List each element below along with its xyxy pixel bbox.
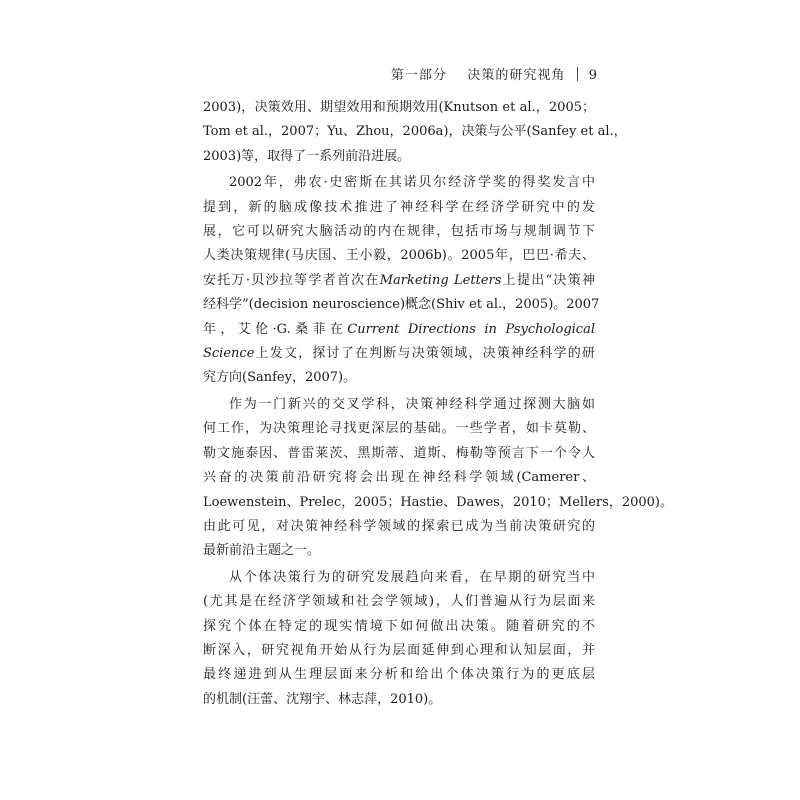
text-line: 2002年，弗农·史密斯在其诺贝尔经济学奖的得奖发言中	[229, 175, 595, 191]
text-line: Tom et al.，2007；Yu、Zhou，2006a)，决策与公平(Sanfey et al.，	[203, 124, 627, 140]
text-line: 从个体决策行为的研究发展趋向来看，在早期的研究当中	[229, 569, 595, 585]
text-line: 展，它可以研究大脑活动的内在规律，包括市场与规制调节下	[203, 224, 595, 240]
text-line: 究方向(Sanfey，2007)。	[203, 370, 357, 386]
text-segment: 上提出“决策神	[501, 272, 595, 288]
text-line: 的机制(汪蕾、沈翔宇、林志萍，2010)。	[203, 691, 442, 707]
text-line: 提到，新的脑成像技术推进了神经科学在经济学研究中的发	[203, 199, 595, 215]
text-line	[203, 318, 595, 342]
text-segment: 年，艾伦·G.桑菲在	[203, 321, 348, 337]
text-line: 最终递进到从生理层面来分析和给出个体决策行为的更底层	[203, 667, 595, 683]
paragraph-1	[203, 96, 627, 169]
text-line: 由此可见，对决策神经科学领域的探索已成为当前决策研究的	[203, 518, 595, 534]
paragraph-2	[203, 171, 600, 391]
page-number: 9	[588, 68, 598, 83]
text-line: 人类决策规律(马庆国、王小毅，2006b)。2005年，巴巴·希夫、	[203, 248, 595, 264]
paragraph-4	[203, 566, 595, 712]
text-line: 勒文施泰因、普雷莱茨、黑斯蒂、道斯、梅勒等预言下一个令人	[203, 445, 595, 461]
text-line: 经科学”(decision neuroscience)概念(Shiv et al.，2005)。2007	[203, 297, 600, 313]
text-line: 作为一门新兴的交叉学科，决策神经科学通过探测大脑如	[229, 396, 595, 412]
running-head	[391, 64, 598, 83]
text-line: Loewenstein、Prelec，2005；Hastie、Dawes，2010；Mellers，2000)。	[203, 494, 673, 510]
text-line: 2003)等，取得了一系列前沿进展。	[203, 148, 411, 164]
text-line: 兴奋的决策前沿研究将会出现在神经科学领域(Camerer、	[203, 470, 595, 486]
journal-title: Marketing Letters	[379, 272, 502, 288]
running-head-divider	[577, 67, 578, 81]
text-line: (尤其是在经济学领域和社会学领域)，人们普遍从行为层面来	[203, 594, 595, 610]
running-head-chapter: 决策的研究视角	[467, 68, 566, 83]
journal-title: Current Directions in Psychological	[347, 321, 595, 337]
running-head-part: 第一部分	[390, 68, 447, 83]
text-line: 断深入，研究视角开始从行为层面延伸到心理和认知层面，并	[203, 642, 595, 658]
text-line	[203, 269, 595, 293]
text-line: 探究个体在特定的现实情境下如何做出决策。随着研究的不	[203, 618, 595, 634]
text-segment: 上发文，探讨了在判断与决策领域，决策神经科学的研	[254, 346, 595, 362]
text-line: 何工作，为决策理论寻找更深层的基础。一些学者，如卡莫勒、	[203, 421, 595, 437]
text-line: 2003)，决策效用、期望效用和预期效用(Knutson et al.，2005；	[203, 100, 595, 115]
journal-title: Science	[203, 346, 255, 362]
text-line	[203, 342, 595, 366]
paragraph-3	[203, 393, 673, 564]
text-segment: 安托万·贝沙拉等学者首次在	[203, 272, 380, 288]
text-line: 最新前沿主题之一。	[203, 543, 321, 559]
page-body	[203, 96, 673, 714]
